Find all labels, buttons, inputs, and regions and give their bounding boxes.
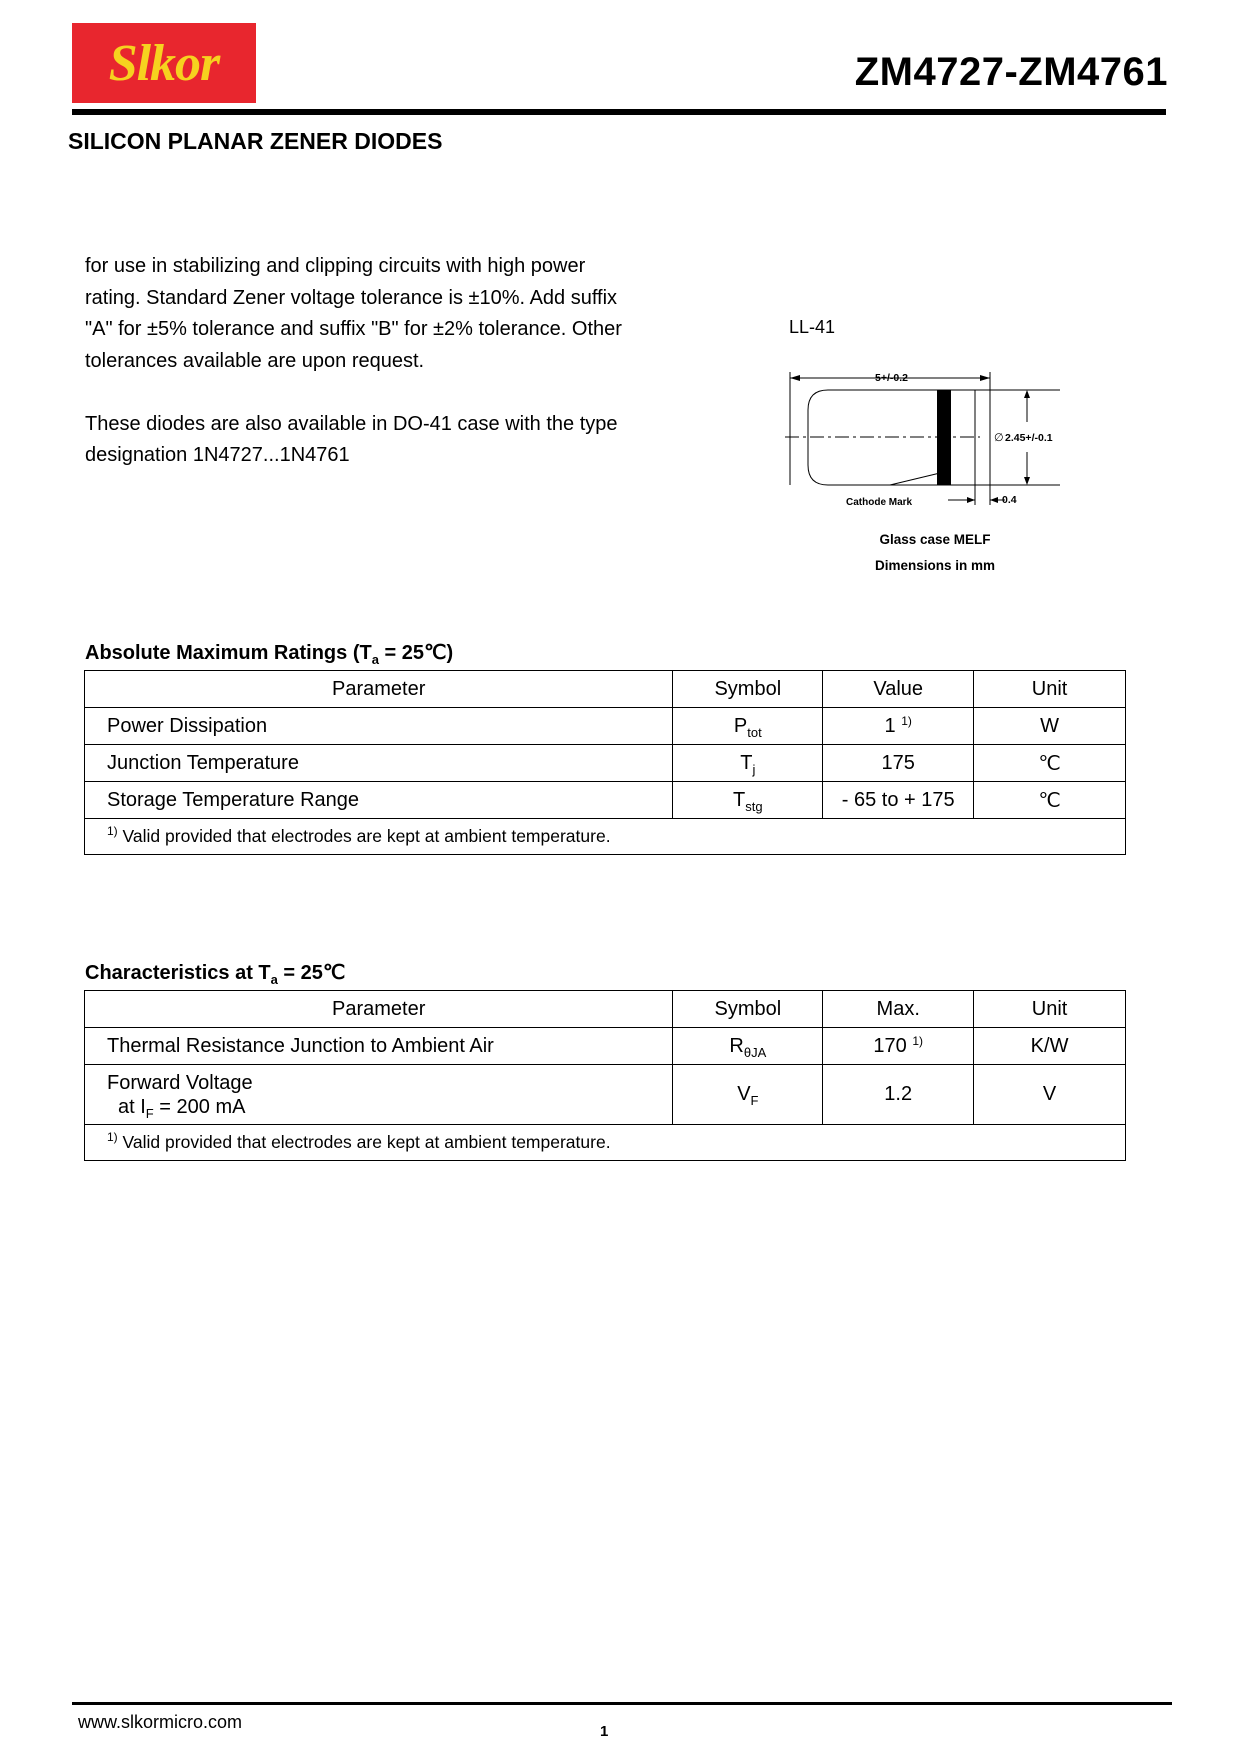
package-caption-units: Dimensions in mm [874,558,996,573]
table-header-row [85,991,1126,1028]
value-cell: 175 [823,745,974,782]
characteristics-title: Characteristics at $T_a$ = 25℃ [85,962,346,987]
unit-cell: ℃ [974,745,1126,782]
unit-cell: W [974,708,1126,745]
description-paragraph-2: These diodes are also available in DO-41 case with the type designation 1N4727...1N4761 [85,412,618,466]
param-junction-temperature: Junction Temperature [85,745,673,782]
characteristics-table [84,990,1126,1161]
package-outline-diagram [780,360,1080,520]
header-symbol: Symbol [673,671,823,708]
description-paragraph-1: for use in stabilizing and clipping circuits with high power rating. Standard Zener voltage tolerance is ±10%. Add suffix "A" for ±5% tolerance and suffix "B" for ±2% tolerance. Other tolerances available are upon request. [85,255,622,372]
website-link[interactable]: www.slkormicro.com [78,1712,243,1732]
table-footnote: $^{1)}$ Valid provided that electrodes are kept at ambient temperature. [85,819,1126,855]
logo-text: Slkor [108,34,220,92]
document-subtitle: SILICON PLANAR ZENER DIODES [68,128,443,154]
end-cap-dimension: 0.4 [1002,494,1017,506]
param-thermal-resistance: Thermal Resistance Junction to Ambient Air [85,1028,673,1065]
symbol-cell: $T_{stg}$ [673,782,823,819]
table-row [85,708,1126,745]
table-row [85,1065,1126,1125]
cathode-band [937,390,951,485]
table-header-row [85,671,1126,708]
value-cell: 170 $^{1)}$ [823,1028,974,1065]
package-name: LL-41 [789,317,836,337]
value-cell: - 65 to + 175 [823,782,974,819]
diameter-symbol-icon: ∅ [994,431,1004,444]
abs-max-table [84,670,1126,855]
value-cell: 1 $^{1)}$ [823,708,974,745]
unit-cell: ℃ [974,782,1126,819]
table-row [85,1028,1126,1065]
param-storage-temperature: Storage Temperature Range [85,782,673,819]
header-parameter: Parameter [85,671,673,708]
table-row [85,782,1126,819]
unit-cell: V [974,1065,1126,1125]
symbol-cell: $P_{tot}$ [673,708,823,745]
header-divider [72,109,1166,115]
table-row [85,745,1126,782]
header-unit: Unit [974,991,1126,1028]
header-parameter: Parameter [85,991,673,1028]
header-max: Max. [823,991,974,1028]
cathode-mark-label: Cathode Mark [846,497,913,508]
length-dimension: 5+/-0.2 [875,372,908,384]
table-note-row [85,1125,1126,1161]
header-unit: Unit [974,671,1126,708]
company-logo [72,23,256,103]
param-power-dissipation: Power Dissipation [85,708,673,745]
package-caption-case: Glass case MELF [879,532,991,547]
table-note-row [85,819,1126,855]
page-number: 1 [600,1723,609,1740]
table-footnote: $^{1)}$ Valid provided that electrodes are kept at ambient temperature. [85,1125,1126,1161]
param-forward-voltage: Forward Voltage at $I_F = 200$ mA [85,1065,673,1125]
diameter-dimension: 2.45+/-0.1 [1005,432,1053,444]
header-value: Value [823,671,974,708]
part-number-title: ZM4727-ZM4761 [854,50,1168,94]
value-cell: 1.2 [823,1065,974,1125]
abs-max-title: Absolute Maximum Ratings ($T_a$ = 25℃) [85,642,454,667]
header-symbol: Symbol [673,991,823,1028]
unit-cell: K/W [974,1028,1126,1065]
symbol-cell: $T_j$ [673,745,823,782]
footer-divider [72,1702,1172,1705]
symbol-cell: $R_{\theta JA}$ [673,1028,823,1065]
symbol-cell: $V_F$ [673,1065,823,1125]
description [85,251,625,503]
